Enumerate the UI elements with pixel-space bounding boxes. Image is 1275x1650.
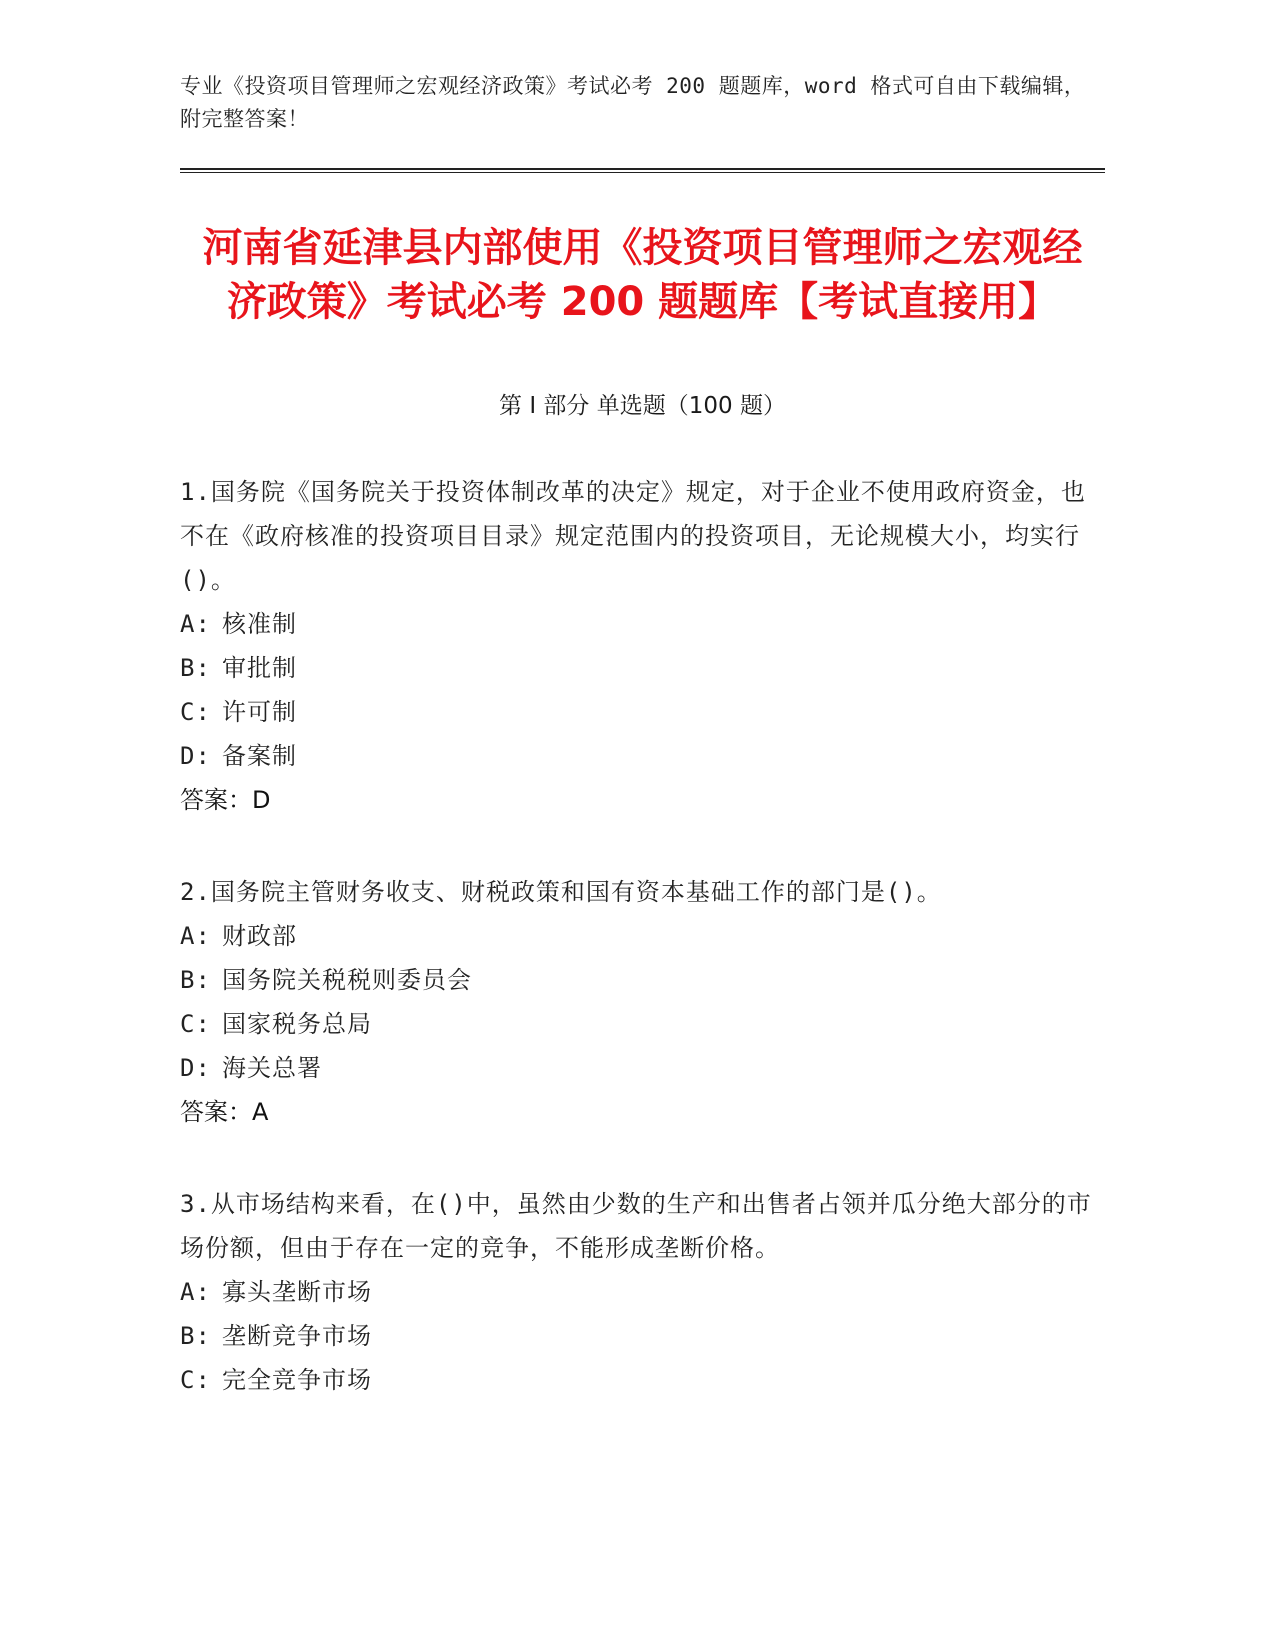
question-2 bbox=[180, 870, 1105, 1134]
option-letter: D: bbox=[180, 1054, 211, 1082]
option-d bbox=[180, 1046, 1105, 1090]
option-letter: C: bbox=[180, 1010, 211, 1038]
option-text: 国家税务总局 bbox=[222, 1010, 372, 1038]
option-b bbox=[180, 1314, 1105, 1358]
option-letter: A: bbox=[180, 610, 211, 638]
option-a bbox=[180, 1270, 1105, 1314]
answer-line: 答案：D bbox=[180, 786, 271, 814]
question-stem: 1.国务院《国务院关于投资体制改革的决定》规定，对于企业不使用政府资金，也不在《政府核准的投资项目目录》规定范围内的投资项目，无论规模大小，均实行()。 bbox=[180, 478, 1086, 594]
answer-line: 答案：A bbox=[180, 1098, 269, 1126]
document-page bbox=[180, 70, 1105, 1450]
option-letter: B: bbox=[180, 1322, 211, 1350]
option-b bbox=[180, 646, 1105, 690]
option-b bbox=[180, 958, 1105, 1002]
option-letter: C: bbox=[180, 1366, 211, 1394]
option-text: 核准制 bbox=[222, 610, 297, 638]
document-title: 河南省延津县内部使用《投资项目管理师之宏观经济政策》考试必考 200 题题库【考试直接用】 bbox=[202, 225, 1083, 325]
option-text: 许可制 bbox=[222, 698, 297, 726]
divider-line bbox=[180, 168, 1105, 170]
option-text: 完全竞争市场 bbox=[222, 1366, 372, 1394]
divider-line bbox=[180, 172, 1105, 174]
option-c bbox=[180, 1358, 1105, 1402]
option-letter: A: bbox=[180, 1278, 211, 1306]
option-text: 审批制 bbox=[222, 654, 297, 682]
option-letter: A: bbox=[180, 922, 211, 950]
option-letter: B: bbox=[180, 966, 211, 994]
question-3 bbox=[180, 1182, 1105, 1402]
question-stem: 2.国务院主管财务收支、财税政策和国有资本基础工作的部门是()。 bbox=[180, 878, 942, 906]
option-letter: D: bbox=[180, 742, 211, 770]
header-divider bbox=[180, 168, 1105, 173]
option-c bbox=[180, 690, 1105, 734]
option-c bbox=[180, 1002, 1105, 1046]
option-d bbox=[180, 734, 1105, 778]
option-letter: C: bbox=[180, 698, 211, 726]
option-a bbox=[180, 602, 1105, 646]
header-note: 专业《投资项目管理师之宏观经济政策》考试必考 200 题题库，word 格式可自由下载编辑，附完整答案！ bbox=[180, 74, 1086, 131]
section-heading: 第 I 部分 单选题（100 题） bbox=[499, 393, 786, 419]
option-text: 垄断竞争市场 bbox=[222, 1322, 372, 1350]
option-letter: B: bbox=[180, 654, 211, 682]
option-text: 寡头垄断市场 bbox=[222, 1278, 372, 1306]
option-a bbox=[180, 914, 1105, 958]
question-1 bbox=[180, 470, 1105, 822]
question-list bbox=[180, 470, 1105, 1402]
option-text: 备案制 bbox=[222, 742, 297, 770]
option-text: 国务院关税税则委员会 bbox=[222, 966, 472, 994]
option-text: 财政部 bbox=[222, 922, 297, 950]
question-stem: 3.从市场结构来看，在()中，虽然由少数的生产和出售者占领并瓜分绝大部分的市场份额，但由于存在一定的竞争，不能形成垄断价格。 bbox=[180, 1190, 1092, 1262]
option-text: 海关总署 bbox=[222, 1054, 322, 1082]
